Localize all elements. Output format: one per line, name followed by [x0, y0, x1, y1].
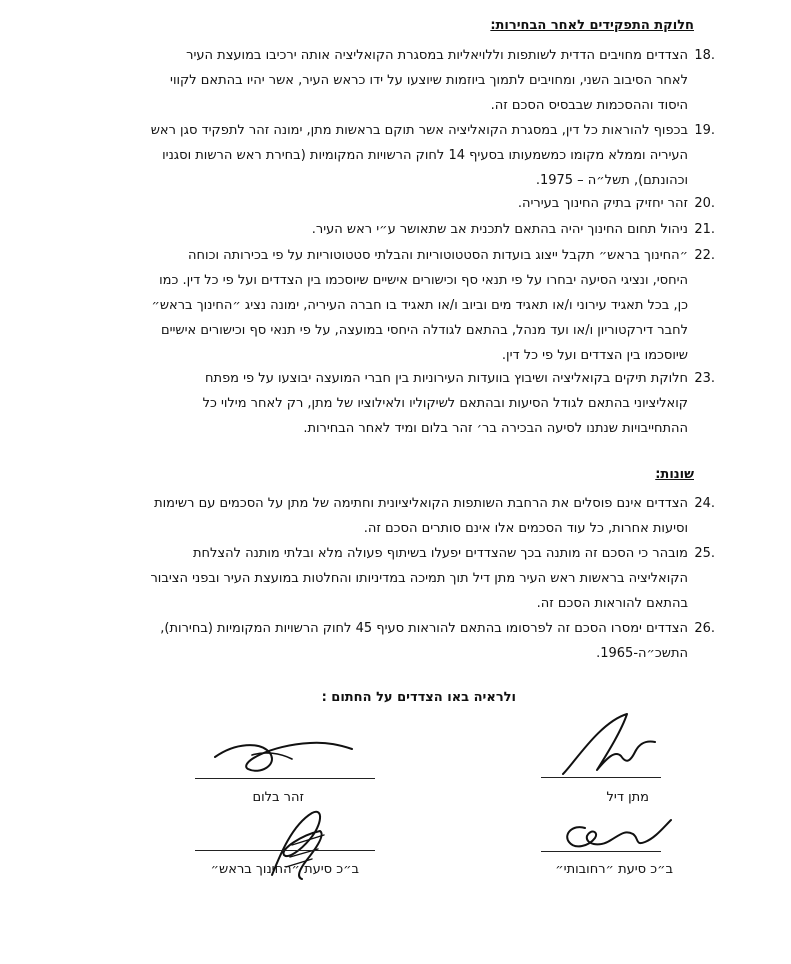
signature-line: [541, 851, 661, 852]
signature-line: [195, 850, 375, 851]
clause-number: .25: [694, 546, 715, 561]
signature-line: [541, 777, 661, 778]
clause-25: [68, 541, 715, 616]
clause-20: [68, 191, 715, 216]
signature-rehovoti-image: [555, 810, 675, 860]
clause-line: היחסי, ונציגי הסיעה יבחרו על פי תנאי סף וכישורים אישיים שיוסכמו בין הצדדים ועל פי כל דין. כמו: [159, 273, 688, 288]
clause-line: זהר יחזיק בתיק החינוך בעיריה.: [517, 196, 688, 211]
clause-23: [68, 366, 715, 441]
signatory-name: זהר בלום: [252, 790, 304, 805]
clause-line: לחבר דירקטוריון ו/או ועד מנהל, בהתאם לגודלה היחסי במועצה, על פי תנאי סף וכישורים אישיים: [160, 323, 688, 338]
clause-number: .19: [694, 123, 715, 138]
clause-number: .24: [694, 496, 715, 511]
clause-line: מובהר כי הסכם זה מותנה בכך שהצדדים יפעלו בשיתוף פעולה מלא ובלתי מותנה להצלחת: [192, 546, 688, 561]
section-heading-roles: חלוקת התפקידים לאחר הבחירות:: [490, 18, 694, 33]
clause-line: קואליציוני בהתאם לגודל הסיעות ובהתאם לשיקוליו ולאילוציו של מתן, רק לאחר מילוי כל: [202, 396, 688, 411]
clause-line: בכפוף להוראות כל דין, במסגרת הקואליציה אשר תוקם בראשות מתן, ימונה זהר לתפקיד סגן ראש: [150, 123, 688, 138]
clause-line: ״החינוך בראש״ תקבל ייצוג בועדות הסטטוטוריות והבלתי סטטוטוריות על פי בכירותה וכוחה: [188, 248, 688, 263]
clause-line: העיריה וממלא מקומו כמשמעותו בסעיף 14 לחוק הרשויות המקומיות (בחירת ראש הרשות וסגניו: [162, 148, 688, 163]
signatory-name: ב״כ סיעת ״החינוך בראש״: [210, 862, 359, 877]
clause-line: בהתאם להוראות הסכם זה.: [536, 596, 688, 611]
clause-line: הצדדים מחויבים הדדית לשותפות וללויאליות במסגרת הקואליציה אותה ירכיבו במועצת העיר: [186, 48, 688, 63]
clause-number: .26: [694, 621, 715, 636]
signatory-name: מתן דיל: [606, 790, 649, 805]
clause-21: [68, 217, 715, 242]
clause-18: [68, 43, 715, 118]
clause-number: .21: [694, 222, 715, 237]
signatory-name: ב״כ סיעת ״רחובותי״: [555, 862, 673, 877]
section-heading-misc: שונות:: [655, 467, 694, 482]
clause-line: הקואליציה בראשות ראש העיר מתן דיל תוך תמיכה במדיניותו והחלטות במועצת העיר ובפני הציבור: [150, 571, 688, 586]
clause-line: שיוסכמו בין הצדדים ועל פי כל דין.: [501, 348, 688, 363]
clause-line: התשכ״ה-1965.: [596, 646, 688, 661]
clause-number: .18: [694, 48, 715, 63]
clause-number: .22: [694, 248, 715, 263]
signature-caption: ולראיה באו הצדדים על החתום :: [321, 690, 516, 705]
signature-line: [195, 778, 375, 779]
clause-line: ניהול תחום החינוך יהיה בהתאם לתכנית אב שתאושר ע״י ראש העיר.: [311, 222, 688, 237]
clause-number: .20: [694, 196, 715, 211]
signature-matan-image: [555, 712, 665, 782]
clause-line: וכהונתם), תשל״ה – 1975.: [535, 173, 688, 188]
clause-line: הצדדים אינם פוסלים את הרחבת השותפות הקואליציונית וחתימה של מתן על הסכמים עם רשימות: [154, 496, 688, 511]
clause-line: חלוקת תיקים בקואליציה ושיבוץ בוועדות העירוניות בין חברי המועצה יבוצעו על פי מפתח: [205, 371, 688, 386]
clause-line: היסוד וההסכמות שבבסיס הסכם זה.: [490, 98, 688, 113]
clause-24: [68, 491, 715, 541]
clause-number: .23: [694, 371, 715, 386]
clause-26: [68, 616, 715, 666]
clause-line: לאחר הסיבוב השני, ומחויבים לתמוך ביוזמות שיוצעו על ידו כראש העיר, אשר יהיו בהתאם לקווי: [170, 73, 688, 88]
clause-line: ההתחייבויות שנתנו לסיעה הבכירה בר׳ זהר בלום ומיד לאחר הבחירות.: [303, 421, 688, 436]
clause-line: הצדדים ימסרו הסכם זה לפרסומו בהתאם להוראות סעיף 45 לחוק הרשויות המקומיות (בחירות),: [160, 621, 688, 636]
clause-19: [68, 118, 715, 193]
clause-22: [68, 243, 715, 368]
clause-line: וסיעות אחרות, כל עוד הסכמים אלו אינם סותרים הסכם זה.: [363, 521, 688, 536]
signature-zohar-image: [210, 735, 355, 780]
clause-line: כן, בכל תאגיד עירוני ו/או תאגיד מים וביוב ו/או תאגיד בו חברה העיריה, ימונה נציג ״החינוך בראש״: [151, 298, 688, 313]
